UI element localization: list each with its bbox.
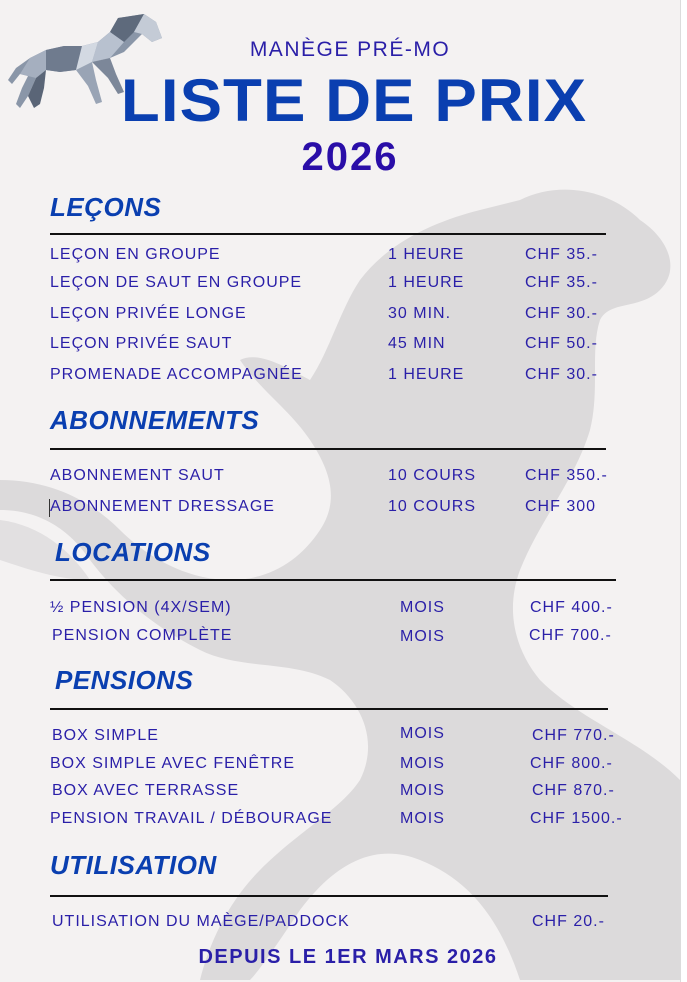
stable-name: MANÈGE PRÉ-MO (249, 38, 451, 61)
price-item-label: ½ PENSION (4X/SEM) (50, 599, 232, 616)
section-title-pensions: PENSIONS (55, 665, 194, 695)
price-item-duration: 1 HEURE (388, 366, 465, 383)
price-item-label: LEÇON DE SAUT EN GROUPE (50, 274, 303, 291)
price-item-duration: MOIS (400, 810, 445, 827)
price-item-label: PENSION TRAVAIL / DÉBOURAGE (50, 810, 333, 827)
section-title-abonnements: ABONNEMENTS (50, 405, 260, 435)
price-item-price: CHF 35.- (525, 274, 598, 291)
price-item-price: CHF 300 (525, 498, 597, 515)
price-item-price: CHF 50.- (525, 335, 598, 352)
price-item-price: CHF 350.- (525, 467, 608, 484)
price-item-label: BOX AVEC TERRASSE (52, 782, 240, 799)
price-item-duration: 30 MIN. (388, 305, 452, 322)
price-item-price: CHF 700.- (529, 627, 612, 644)
section-divider (50, 579, 616, 581)
price-item-duration: MOIS (400, 599, 445, 616)
price-item-price: CHF 30.- (525, 305, 598, 322)
price-item-label: PENSION COMPLÈTE (52, 627, 233, 644)
page-title: LISTE DE PRIX (120, 67, 588, 134)
price-item-price: CHF 770.- (532, 727, 615, 744)
price-item-duration: MOIS (400, 782, 445, 799)
price-item-label: LEÇON PRIVÉE SAUT (50, 335, 233, 352)
price-item-label: UTILISATION DU MAÈGE/PADDOCK (52, 913, 350, 930)
year-heading: 2026 (301, 135, 399, 179)
price-item-price: CHF 35.- (525, 246, 598, 263)
section-divider (50, 708, 608, 710)
price-item-label: BOX SIMPLE AVEC FENÊTRE (50, 755, 295, 772)
price-item-duration: 45 MIN (388, 335, 446, 352)
section-divider (50, 448, 606, 450)
price-item-price: CHF 400.- (530, 599, 613, 616)
price-item-duration: 10 COURS (388, 498, 477, 515)
price-item-duration: MOIS (400, 725, 445, 742)
price-item-label: PROMENADE ACCOMPAGNÉE (50, 366, 303, 383)
price-item-duration: MOIS (400, 755, 445, 772)
price-item-price: CHF 1500.- (530, 810, 623, 827)
price-item-duration: 1 HEURE (388, 274, 465, 291)
section-title-utilisation: UTILISATION (50, 850, 217, 880)
section-divider (50, 895, 608, 897)
section-divider (50, 233, 606, 235)
price-item-duration: 10 COURS (388, 467, 477, 484)
price-item-price: CHF 800.- (530, 755, 613, 772)
price-item-label: ABONNEMENT DRESSAGE (50, 498, 275, 515)
price-item-duration: 1 HEURE (388, 246, 465, 263)
price-item-label: ABONNEMENT SAUT (50, 467, 225, 484)
price-item-price: CHF 30.- (525, 366, 598, 383)
price-item-price: CHF 870.- (532, 782, 615, 799)
price-item-duration: MOIS (400, 628, 445, 645)
price-item-label: BOX SIMPLE (52, 727, 159, 744)
section-title-lecons: LEÇONS (50, 192, 162, 222)
effective-date: DEPUIS LE 1ER MARS 2026 (198, 946, 498, 968)
section-title-locations: LOCATIONS (55, 537, 211, 567)
price-item-label: LEÇON PRIVÉE LONGE (50, 305, 247, 322)
price-item-price: CHF 20.- (532, 913, 605, 930)
price-item-label: LEÇON EN GROUPE (50, 246, 221, 263)
